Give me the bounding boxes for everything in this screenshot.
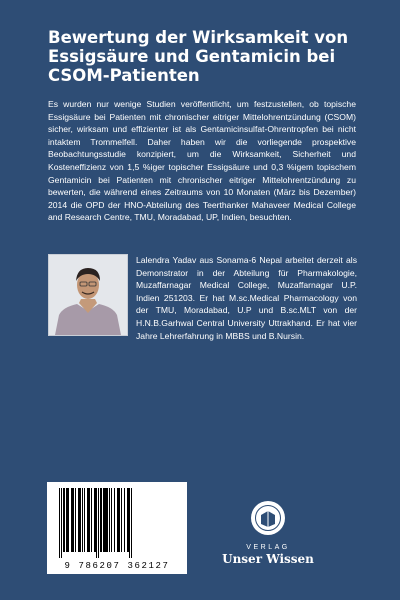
barcode-number: 9 786207 362127 [64, 561, 170, 571]
barcode-bar [61, 488, 62, 558]
publisher-logo [222, 500, 314, 566]
barcode-bar [121, 488, 122, 552]
barcode-bar [107, 488, 108, 552]
book-abstract: Es wurden nur wenige Studien veröffentlicht, um festzustellen, ob topische Essigsäure bei Patienten mit chronischer eitriger Mittelohrentzündung (CSOM) sicher, wirksam und effizienter ist als Gentamicinsulfat-Ohrentropfen bei nicht intaktem Trommelfell. Daher haben wir die vorliegende prospektive Beobachtungsstudie konzipiert, um die Wirksamkeit, Sicherheit und Kosteneffizienz von 1,5 %iger topischer Essigsäure und 0,3 %igem topischem Gentamicin bei Patienten mit chronischer eitriger Mittelohrentzündung zu bewerten, die während eines Zeitraums von 10 Monaten (März bis Dezember) 2014 die OPD der HNO-Abteilung des Teerthanker Mahaveer Medical College and Research Centre, TMU, Moradabad, UP, Indien, besuchten. [48, 99, 356, 223]
barcode-bar [73, 488, 74, 552]
barcode-bar [124, 488, 125, 552]
barcode-bar [96, 488, 97, 558]
barcode-bar [100, 488, 102, 552]
barcode-bar [66, 488, 68, 552]
barcode-bar [75, 488, 76, 552]
barcode-bar [103, 488, 105, 552]
barcode-bar [117, 488, 119, 552]
barcode-bar [129, 488, 130, 558]
barcode-bar [87, 488, 89, 552]
barcode-bar [59, 488, 60, 558]
barcode-bar [111, 488, 112, 552]
barcode-bar [119, 488, 120, 552]
isbn-barcode [47, 482, 187, 574]
publisher-seal-icon [250, 500, 286, 536]
barcode-bar [94, 488, 96, 552]
barcode-bar [89, 488, 90, 552]
barcode-bar [91, 488, 92, 552]
barcode-bar [63, 488, 65, 552]
barcode-bar [71, 488, 73, 552]
barcode-bars [57, 488, 177, 558]
barcode-bar [109, 488, 110, 552]
author-bio: Lalendra Yadav aus Sonama-6 Nepal arbeitet derzeit als Demonstrator in der Abteilung für Pharmakologie, Muzaffarnagar Medical College, Muzaffarnagar U.P. Indien 251203. Er hat M.sc.Medical Pharmacology von der TMU, Moradabad, U.P und B.sc.MLT von der H.N.B.Garhwal Central University Uttrakhand. Er hat vier Jahre Lehrerfahrung in MBBS und B.Nursin. [136, 255, 357, 341]
barcode-bar [80, 488, 81, 552]
barcode-bar [105, 488, 107, 552]
barcode-bar [127, 488, 129, 552]
author-photo [48, 254, 128, 336]
barcode-bar [114, 488, 115, 552]
barcode-bar [78, 488, 80, 552]
publisher-name: Unser Wissen [222, 552, 314, 566]
book-title: Bewertung der Wirksamkeit von Essigsäure und Gentamicin bei CSOM-Patienten [48, 28, 349, 85]
barcode-bar [84, 488, 85, 552]
publisher-verlag: VERLAG [246, 544, 290, 551]
barcode-bar [82, 488, 83, 552]
barcode-bar [98, 488, 99, 558]
barcode-bar [131, 488, 132, 558]
barcode-bar [68, 488, 69, 552]
